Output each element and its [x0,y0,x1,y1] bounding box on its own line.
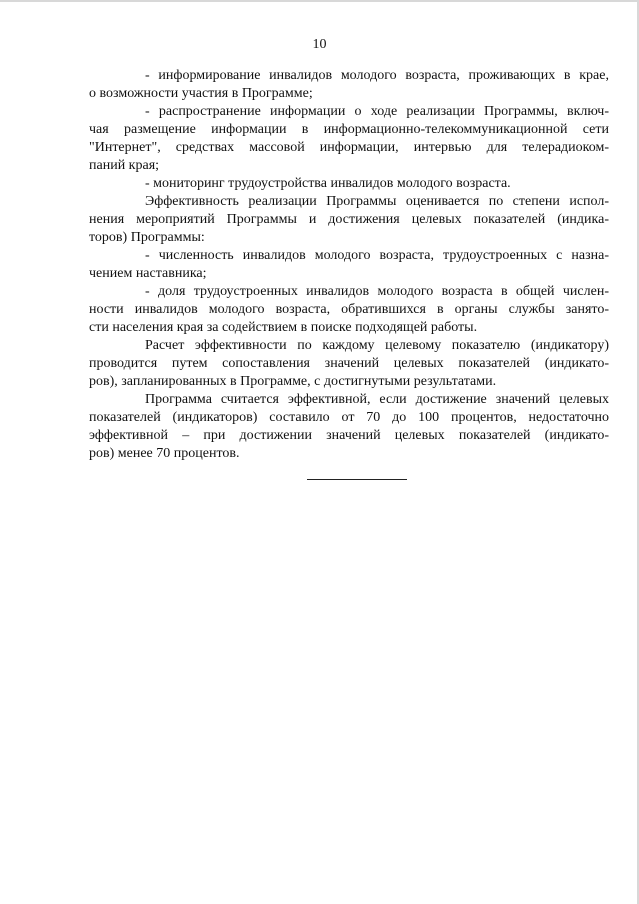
text-line-17: проводится путем сопоставления значений целевых показателей (индикато- [89,356,609,371]
text-line-16: Расчет эффективности по каждому целевому показателю (индикатору) [145,338,609,353]
text-line-7: - мониторинг трудоустройства инвалидов молодого возраста. [145,176,511,191]
text-line-14: ности инвалидов молодого возраста, обратившихся в органы службы занято- [89,302,609,317]
text-line-6: паний края; [89,158,160,173]
text-line-1: - информирование инвалидов молодого возраста, проживающих в крае, [145,68,609,83]
text-line-22: ров) менее 70 процентов. [89,446,240,461]
text-line-11: - численность инвалидов молодого возраста, трудоустроенных с назна- [145,248,609,263]
text-line-3: - распространение информации о ходе реализации Программы, включ- [145,104,609,119]
separator-line [307,479,407,480]
page-number: 10 [312,37,327,52]
text-line-9: нения мероприятий Программы и достижения целевых показателей (индика- [89,212,609,227]
text-line-8: Эффективность реализации Программы оценивается по степени испол- [145,194,609,209]
text-line-20: показателей (индикаторов) составило от 70 до 100 процентов, недостаточно [89,410,609,425]
text-line-12: чением наставника; [89,266,207,281]
text-line-15: сти населения края за содействием в поиске подходящей работы. [89,320,478,335]
text-line-5: "Интернет", средствах массовой информации, интервью для телерадиоком- [89,140,609,155]
text-line-10: торов) Программы: [89,230,205,245]
text-line-18: ров), запланированных в Программе, с достигнутыми результатами. [89,374,497,389]
text-line-4: чая размещение информации в информационно-телекоммуникационной сети [89,122,609,137]
text-line-21: эффективной – при достижении значений целевых показателей (индикато- [89,428,609,443]
text-line-2: о возможности участия в Программе; [89,86,313,101]
text-line-19: Программа считается эффективной, если достижение значений целевых [145,392,609,407]
scan-edge-top [0,0,639,2]
text-line-13: - доля трудоустроенных инвалидов молодого возраста в общей числен- [145,284,609,299]
